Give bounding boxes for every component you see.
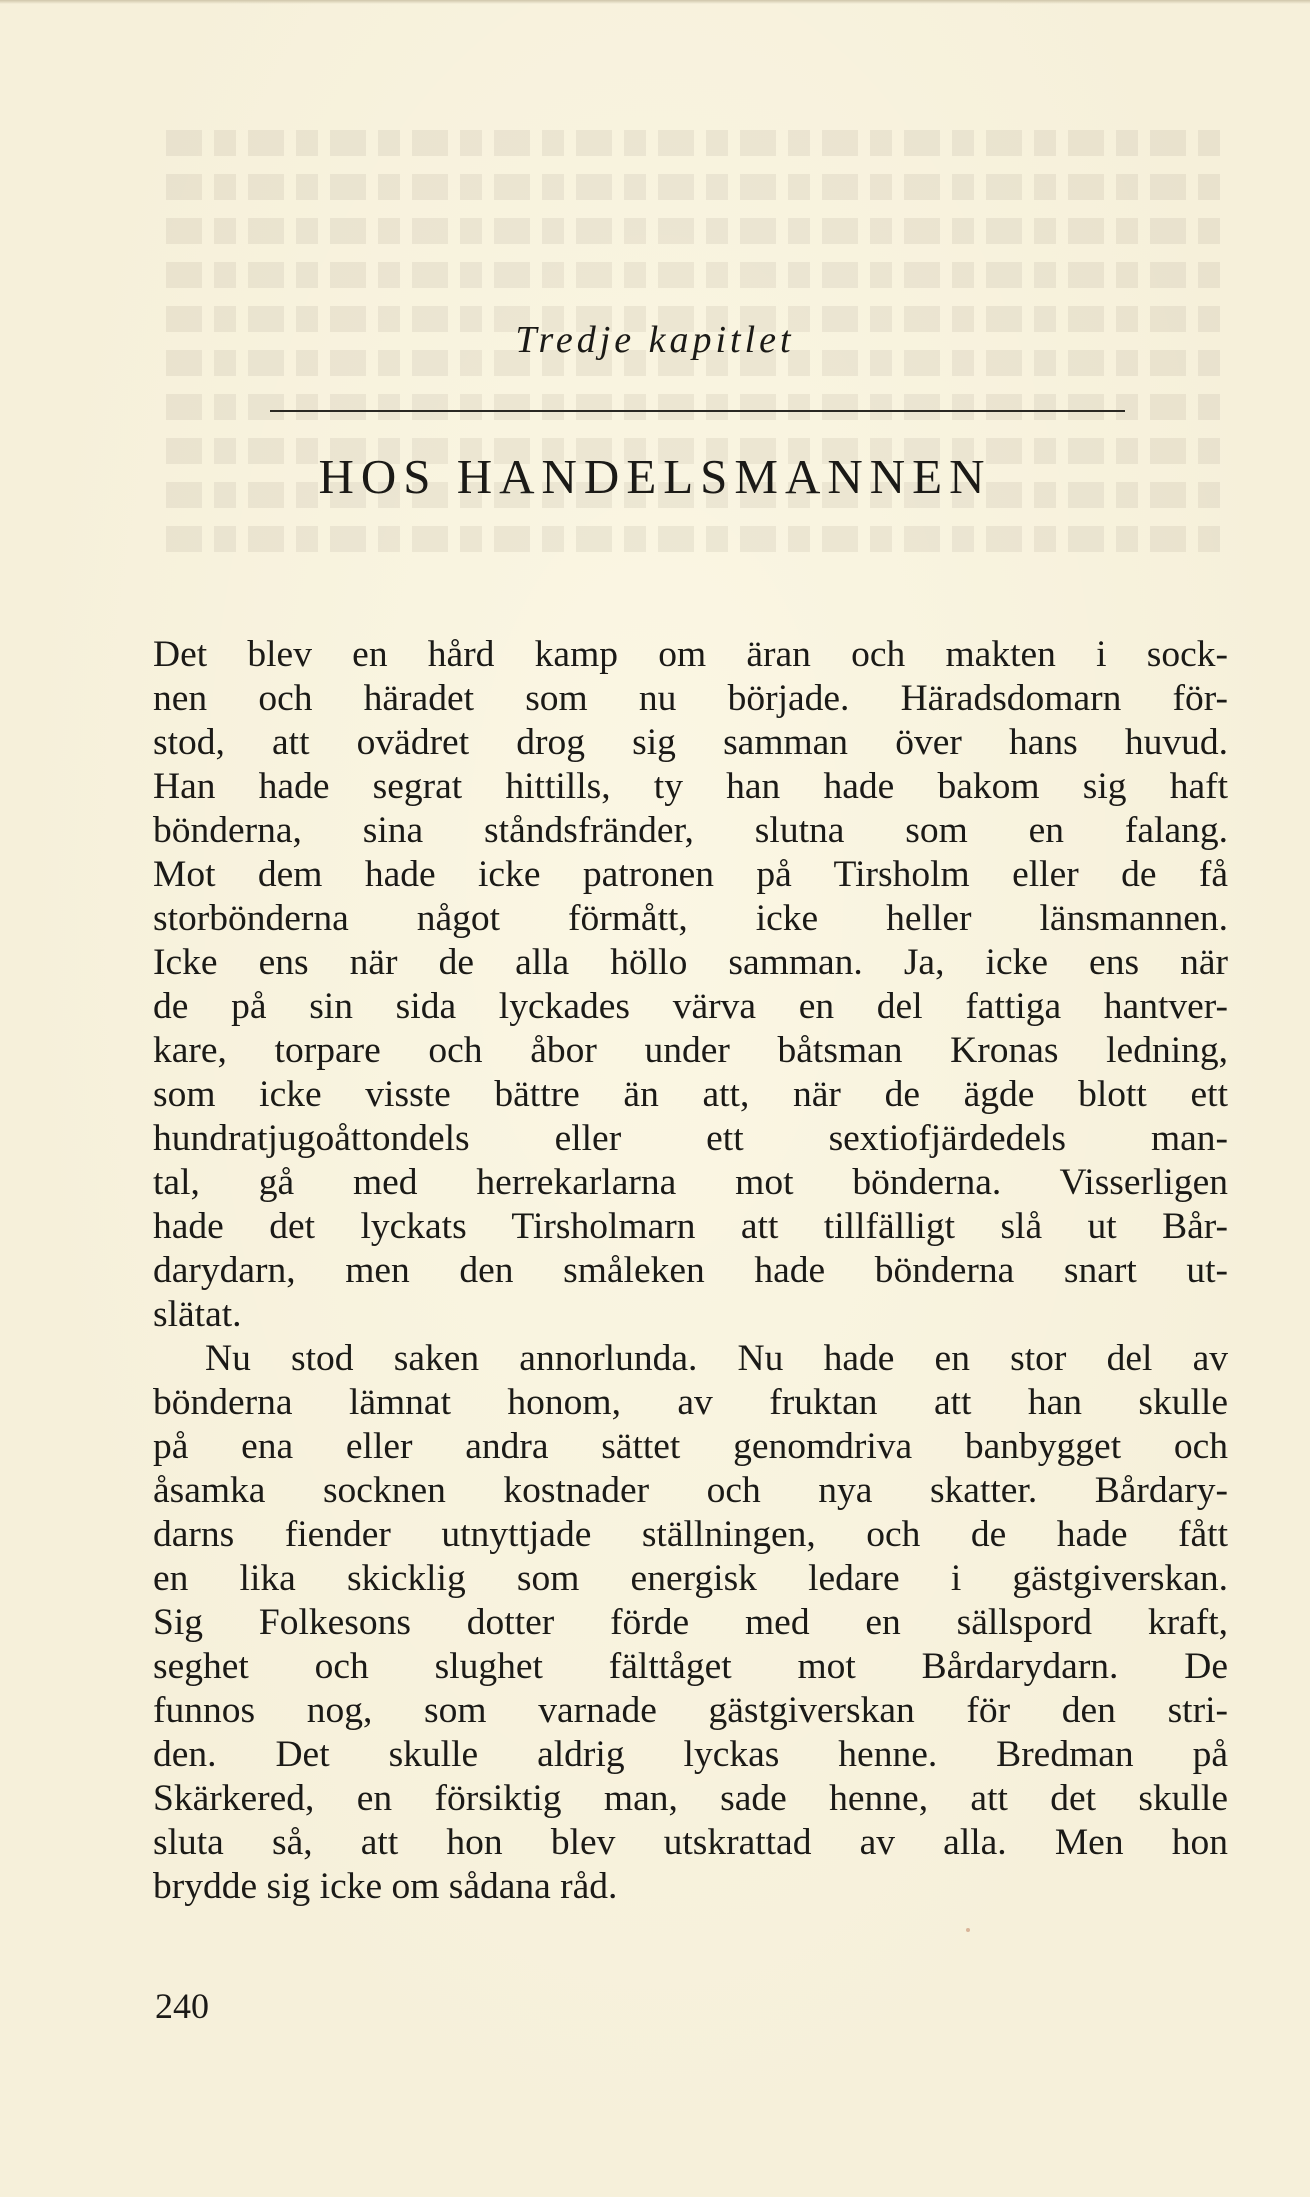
text-line: darydarn, men den småleken hade bönderna snart ut- (153, 1250, 1228, 1291)
text-line: bönderna, sina ståndsfränder, slutna som en falang. (153, 810, 1228, 851)
text-line: bönderna lämnat honom, av fruktan att han skulle (153, 1382, 1228, 1423)
text-line: den. Det skulle aldrig lyckas henne. Bredman på (153, 1734, 1228, 1775)
page-top-edge (0, 0, 1310, 4)
text-line: som icke visste bättre än att, när de ägde blott ett (153, 1074, 1228, 1115)
ink-speck (966, 1928, 970, 1932)
text-line: Det blev en hård kamp om äran och makten i sock- (153, 634, 1228, 675)
text-line: seghet och slughet fälttåget mot Bårdarydarn. De (153, 1646, 1228, 1687)
text-line: stod, att ovädret drog sig samman över hans huvud. (153, 722, 1228, 763)
text-line: Sig Folkesons dotter förde med en sällspord kraft, (153, 1602, 1228, 1643)
text-line: hade det lyckats Tirsholmarn att tillfälligt slå ut Bår- (153, 1206, 1228, 1247)
chapter-label: Tredje kapitlet (515, 319, 795, 361)
text-line: funnos nog, som varnade gästgiverskan för den stri- (153, 1690, 1228, 1731)
paragraph-1 (153, 633, 1228, 1337)
text-line: Skärkered, en försiktig man, sade henne, att det skulle (153, 1778, 1228, 1819)
text-line: tal, gå med herrekarlarna mot bönderna. Visserligen (153, 1162, 1228, 1203)
text-line: en lika skicklig som energisk ledare i gästgiverskan. (153, 1558, 1228, 1599)
text-line: brydde sig icke om sådana råd. (153, 1866, 618, 1907)
text-line: nen och häradet som nu började. Häradsdomarn för- (153, 678, 1228, 719)
chapter-title: HOS HANDELSMANNEN (318, 449, 992, 504)
text-line: åsamka socknen kostnader och nya skatter. Bårdary- (153, 1470, 1228, 1511)
text-line: storbönderna något förmått, icke heller länsmannen. (153, 898, 1228, 939)
paragraph-2 (153, 1337, 1228, 1909)
text-line: slätat. (153, 1294, 242, 1335)
body-text (153, 633, 1228, 1909)
text-line: darns fiender utnyttjade ställningen, och de hade fått (153, 1514, 1228, 1555)
text-line: sluta så, att hon blev utskrattad av alla. Men hon (153, 1822, 1228, 1863)
reverse-side-show-through (160, 130, 1220, 650)
text-line: på ena eller andra sättet genomdriva banbygget och (153, 1426, 1228, 1467)
text-line: kare, torpare och åbor under båtsman Kronas ledning, (153, 1030, 1228, 1071)
chapter-divider (270, 410, 1125, 412)
page-number: 240 (155, 1986, 209, 2026)
text-line: Icke ens när de alla höllo samman. Ja, icke ens när (153, 942, 1228, 983)
text-line: de på sin sida lyckades värva en del fattiga hantver- (153, 986, 1228, 1027)
text-line: Nu stod saken annorlunda. Nu hade en stor del av (205, 1338, 1228, 1379)
text-line: Mot dem hade icke patronen på Tirsholm eller de få (153, 854, 1228, 895)
text-line: hundratjugoåttondels eller ett sextiofjärdedels man- (153, 1118, 1228, 1159)
text-line: Han hade segrat hittills, ty han hade bakom sig haft (153, 766, 1228, 807)
